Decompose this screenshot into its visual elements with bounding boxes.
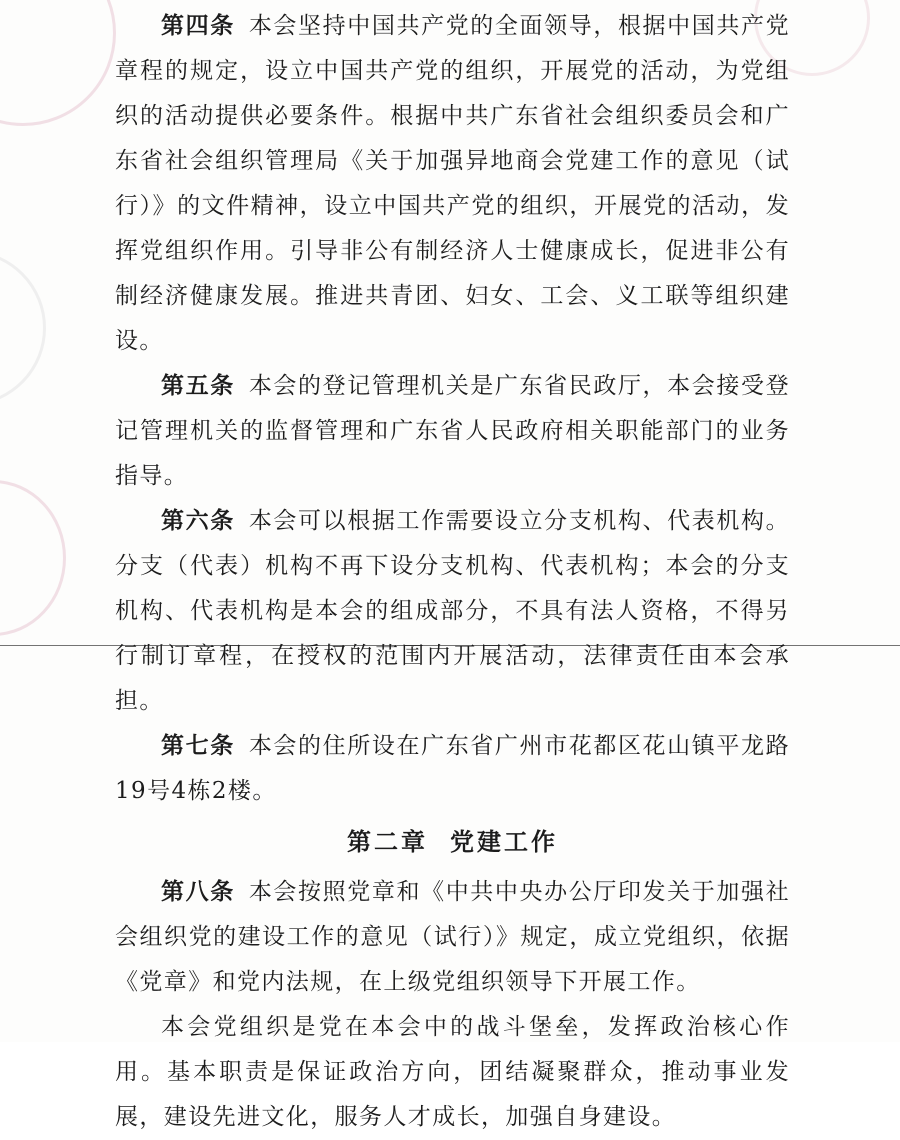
article-label: 第八条 [161, 879, 235, 905]
chapter-heading [115, 814, 790, 870]
seal-stamp [0, 250, 46, 406]
article-label: 第五条 [161, 373, 235, 399]
article-text: 本会的住所设在广东省广州市花都区花山镇平龙路19号4栋2楼。 [115, 733, 790, 804]
seal-stamp [0, 480, 66, 636]
article-text: 本会可以根据工作需要设立分支机构、代表机构。分支（代表）机构不再下设分支机构、代表机构；本会的分支机构、代表机构是本会的组成部分，不具有法人资格，不得另行制订章程，在授权的范围内开展活动，法律责任由本会承担。 [115, 508, 790, 714]
article-7 [115, 724, 790, 814]
article-6 [115, 499, 790, 724]
article-label: 第七条 [161, 733, 235, 759]
article-5 [115, 364, 790, 499]
article-8 [115, 870, 790, 1005]
article-label: 第六条 [161, 508, 235, 534]
chapter-title: 党建工作 [450, 828, 558, 856]
article-text: 本会坚持中国共产党的全面领导，根据中国共产党章程的规定，设立中国共产党的组织，开展党的活动，为党组织的活动提供必要条件。根据中共广东省社会组织委员会和广东省社会组织管理局《关于加强异地商会党建工作的意见（试行）》的文件精神，设立中国共产党的组织，开展党的活动，发挥党组织作用。引导非公有制经济人士健康成长，促进非公有制经济健康发展。推进共青团、妇女、工会、义工联等组织建设。 [115, 13, 790, 354]
paragraph-party-organization: 本会党组织是党在本会中的战斗堡垒，发挥政治核心作用。基本职责是保证政治方向，团结凝聚群众，推动事业发展，建设先进文化，服务人才成长，加强自身建设。 [115, 1014, 790, 1130]
article-label: 第四条 [161, 13, 235, 39]
chapter-number: 第二章 [347, 828, 428, 856]
article-4 [115, 4, 790, 364]
article-text: 本会的登记管理机关是广东省民政厅，本会接受登记管理机关的监督管理和广东省人民政府相关职能部门的业务指导。 [115, 373, 790, 489]
article-text: 本会按照党章和《中共中央办公厅印发关于加强社会组织党的建设工作的意见（试行）》规定，成立党组织，依据《党章》和党内法规，在上级党组织领导下开展工作。 [115, 879, 790, 995]
seal-stamp [0, 0, 116, 126]
document-body [115, 4, 790, 1140]
